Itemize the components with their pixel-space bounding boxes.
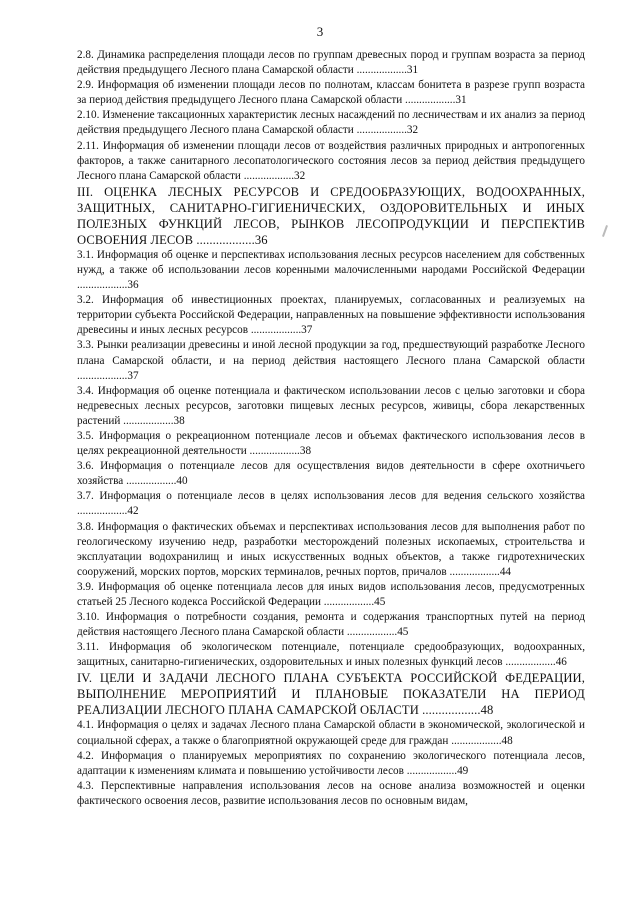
toc-entry-title: 2.10. Изменение таксационных характеристик лесных насаждений по лесничествам и их анализ за период действия предыдущего Лесного плана Самарской области <box>77 109 585 137</box>
toc-leader-dots: .................. <box>353 64 407 77</box>
toc-entry-title: 3.8. Информация о фактических объемах и перспективах использования лесов для выполнения работ по геологическому изучению недр, разработки месторождений полезных ископаемых, строительства и эксплуатации водохранилищ и иных искусственных водных объектов, а также гидротехнических сооружений, морских портов, морских терминалов, речных портов, причалов <box>77 520 585 578</box>
toc-page-number: 48 <box>501 734 513 747</box>
toc-entry <box>77 248 585 293</box>
toc-page-number: 31 <box>406 64 419 77</box>
toc-entry <box>77 78 585 108</box>
toc-entry-title: 3.6. Информация о потенциале лесов для осуществления видов деятельности в сфере охотничьего хозяйства <box>77 460 585 488</box>
toc-entry-title: 2.8. Динамика распределения площади лесов по группам древесных пород и группам возраста за период действия предыдущего Лесного плана Самарской области <box>77 49 585 77</box>
table-of-contents <box>77 48 585 809</box>
toc-entry <box>77 293 585 338</box>
toc-entry <box>77 429 585 459</box>
toc-entry <box>77 108 585 138</box>
toc-entry <box>77 718 585 748</box>
toc-entry-title: 2.11. Информация об изменении площади лесов от воздействия различных природных и антропогенных факторов, а также санитарного лесопатологического состояния лесов за период действия предыдущего Лесного плана Самарской области <box>77 139 585 182</box>
toc-entry-title: 3.1. Информация об оценке и перспективах использования лесных ресурсов населением для собственных нужд, а также об использовании лесов коренными малочисленными народами Российской Федерации <box>77 248 585 276</box>
toc-leader-dots: .................. <box>123 475 177 488</box>
toc-leader-dots: .................. <box>353 124 407 137</box>
toc-entry <box>77 338 585 383</box>
toc-page-number: 45 <box>374 596 386 608</box>
toc-leader-dots: .................. <box>246 445 300 458</box>
toc-page-number: 40 <box>176 475 188 488</box>
toc-page-number: 32 <box>406 124 419 137</box>
toc-entry-title: 3.7. Информация о потенциале лесов в целях использования лесов для ведения сельского хозяйства <box>77 490 585 503</box>
toc-page-number: 32 <box>294 169 306 182</box>
toc-entry-title: 3.4. Информация об оценке потенциала и фактическом использовании лесов с целью заготовки и сбора недревесных лесных ресурсов, заготовки пищевых лесных ресурсов, живицы, сбора лекарственных растений <box>77 384 585 427</box>
toc-page-number: 48 <box>480 703 494 718</box>
toc-leader-dots: .................. <box>77 279 128 292</box>
toc-entry-title: 3.5. Информация о рекреационном потенциале лесов и объемах фактического использования лесов в целях рекреационной деятельности <box>77 429 585 458</box>
toc-leader-dots: .................. <box>248 324 302 337</box>
toc-entry-title: III. ОЦЕНКА ЛЕСНЫХ РЕСУРСОВ И СРЕДООБРАЗУЮЩИХ, ВОДООХРАННЫХ, ЗАЩИТНЫХ, САНИТАРНО-ГИГИЕНИЧЕСКИХ, ОЗДОРОВИТЕЛЬНЫХ И ИНЫХ ПОЛЕЗНЫХ ФУНКЦИЙ ЛЕСОВ, РЫНКОВ ЛЕСОПРОДУКЦИИ И ПЕРСПЕКТИВ ОСВОЕНИЯ ЛЕСОВ <box>77 184 585 247</box>
toc-section-heading <box>77 184 585 248</box>
toc-entry-title: 4.1. Информация о целях и задачах Лесного плана Самарской области в экономической, экологической и социальной сферах, а также о благоприятной окружающей среде для граждан <box>77 719 585 747</box>
toc-page-number: 36 <box>127 279 139 292</box>
toc-leader-dots: .................. <box>403 764 458 777</box>
toc-leader-dots: .................. <box>77 505 128 518</box>
scan-mark <box>602 225 608 237</box>
toc-entry <box>77 610 585 640</box>
toc-leader-dots: .................. <box>77 369 128 382</box>
toc-page-number: 37 <box>301 324 313 337</box>
toc-entry <box>77 640 585 670</box>
toc-page-number: 38 <box>173 414 185 427</box>
toc-page-number: 38 <box>299 445 312 458</box>
toc-leader-dots: .................. <box>240 169 295 182</box>
toc-leader-dots: .................. <box>193 232 255 247</box>
toc-entry <box>77 779 585 809</box>
toc-page-number: 31 <box>455 94 467 107</box>
toc-section-heading <box>77 670 585 718</box>
toc-entry <box>77 580 585 610</box>
toc-page-number: 37 <box>127 369 139 382</box>
toc-page-number: 46 <box>555 656 567 669</box>
toc-entry-title: 4.3. Перспективные направления использования лесов на основе анализа возможностей и оценки фактического освоения лесов, развитие использования лесов по основным видам, <box>77 779 585 807</box>
toc-entry <box>77 489 585 519</box>
toc-leader-dots: .................. <box>344 626 398 639</box>
toc-entry-title: 3.11. Информация об экологическом потенциале, потенциале средообразующих, водоохранных, защитных, санитарно-гигиенических, оздоровительных и иных полезных функций лесов <box>77 641 585 669</box>
toc-page-number: 42 <box>127 505 139 518</box>
toc-entry <box>77 520 585 580</box>
toc-entry <box>77 48 585 78</box>
toc-entry <box>77 749 585 779</box>
toc-leader-dots: .................. <box>448 734 502 747</box>
toc-entry-title: 3.10. Информация о потребности создания, ремонта и содержания транспортных путей на период действия настоящего Лесного плана Самарской области <box>77 611 585 639</box>
toc-entry-title: IV. ЦЕЛИ И ЗАДАЧИ ЛЕСНОГО ПЛАНА СУБЪЕКТА РОССИЙСКОЙ ФЕДЕРАЦИИ, ВЫПОЛНЕНИЕ МЕРОПРИЯТИЙ И ПЛАНОВЫЕ ПОКАЗАТЕЛИ НА ПЕРИОД РЕАЛИЗАЦИИ ЛЕСНОГО ПЛАНА САМАРСКОЙ ОБЛАСТИ <box>77 671 585 718</box>
page-number: 3 <box>316 24 324 39</box>
toc-page-number: 36 <box>254 232 268 247</box>
toc-entry-title: 3.3. Рынки реализации древесины и иной лесной продукции за год, предшествующий разработке Лесного плана Самарской области, и на период действия настоящего Лесного плана Самарской области <box>77 339 585 367</box>
toc-page-number: 49 <box>457 764 469 777</box>
toc-entry-title: 2.9. Информация об изменении площади лесов по полнотам, классам бонитета в разрезе групп возраста за период действия предыдущего Лесного плана Самарской области <box>77 79 585 107</box>
toc-entry <box>77 384 585 429</box>
toc-leader-dots: .................. <box>120 414 174 427</box>
toc-entry <box>77 459 585 489</box>
toc-leader-dots: .................. <box>320 596 375 608</box>
toc-page-number: 45 <box>397 626 409 639</box>
toc-page-number: 44 <box>499 565 512 578</box>
toc-leader-dots: .................. <box>418 703 481 718</box>
toc-entry-title: 3.2. Информация об инвестиционных проектах, планируемых, согласованных и реализуемых на территории субъекта Российской Федерации, направленных на повышение эффективности использования древесины и иных лесных ресурсов <box>77 294 585 337</box>
toc-entry-title: 3.9. Информация об оценке потенциала лесов для иных видов использования лесов, предусмотренных статьей 25 Лесного кодекса Российской Федерации <box>77 580 585 608</box>
toc-entry-title: 4.2. Информация о планируемых мероприятиях по сохранению экологического потенциала лесов, адаптации к изменениям климата и повышению устойчивости лесов <box>77 749 585 777</box>
toc-leader-dots: .................. <box>446 565 500 578</box>
toc-leader-dots: .................. <box>402 94 456 107</box>
toc-leader-dots: .................. <box>502 656 556 669</box>
toc-entry <box>77 139 585 184</box>
